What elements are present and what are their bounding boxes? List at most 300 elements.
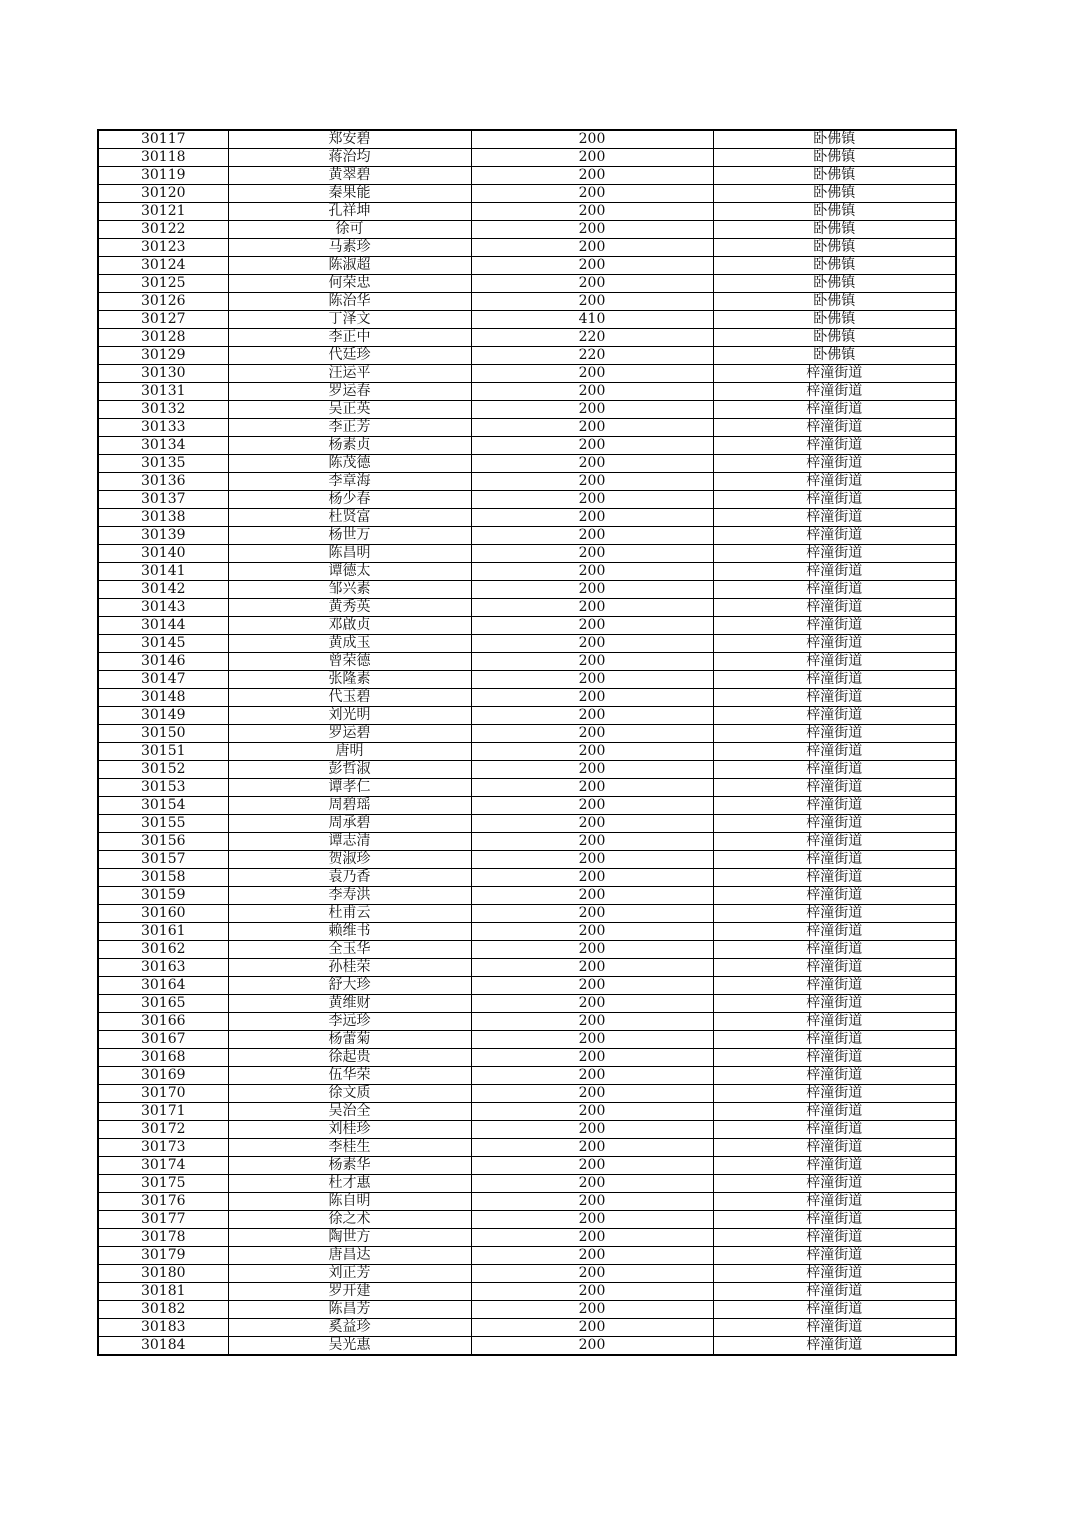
town-cell: 梓潼街道 — [713, 1049, 956, 1067]
name-cell: 杨素华 — [228, 1157, 471, 1175]
id-cell: 30157 — [98, 851, 228, 869]
table-row — [98, 149, 956, 167]
amount-cell: 200 — [471, 1283, 713, 1301]
name-cell: 罗运春 — [228, 383, 471, 401]
name-cell: 陈淑超 — [228, 257, 471, 275]
id-cell: 30169 — [98, 1067, 228, 1085]
town-cell: 梓潼街道 — [713, 383, 956, 401]
name-cell: 徐文质 — [228, 1085, 471, 1103]
amount-cell: 200 — [471, 239, 713, 257]
amount-cell: 200 — [471, 1301, 713, 1319]
id-cell: 30160 — [98, 905, 228, 923]
town-cell: 梓潼街道 — [713, 1211, 956, 1229]
name-cell: 吴正英 — [228, 401, 471, 419]
id-cell: 30145 — [98, 635, 228, 653]
town-cell: 梓潼街道 — [713, 815, 956, 833]
table-row — [98, 941, 956, 959]
id-cell: 30158 — [98, 869, 228, 887]
spreadsheet-page — [97, 129, 957, 1356]
town-cell: 卧佛镇 — [713, 293, 956, 311]
name-cell: 刘桂珍 — [228, 1121, 471, 1139]
town-cell: 梓潼街道 — [713, 527, 956, 545]
name-cell: 刘光明 — [228, 707, 471, 725]
name-cell: 张隆素 — [228, 671, 471, 689]
table-row — [98, 617, 956, 635]
name-cell: 周碧瑶 — [228, 797, 471, 815]
name-cell: 邓啟贞 — [228, 617, 471, 635]
name-cell: 李章海 — [228, 473, 471, 491]
table-row — [98, 509, 956, 527]
name-cell: 全玉华 — [228, 941, 471, 959]
id-cell: 30162 — [98, 941, 228, 959]
town-cell: 梓潼街道 — [713, 905, 956, 923]
town-cell: 梓潼街道 — [713, 689, 956, 707]
town-cell: 梓潼街道 — [713, 365, 956, 383]
town-cell: 梓潼街道 — [713, 455, 956, 473]
id-cell: 30156 — [98, 833, 228, 851]
id-cell: 30173 — [98, 1139, 228, 1157]
name-cell: 孔祥坤 — [228, 203, 471, 221]
name-cell: 曾荣德 — [228, 653, 471, 671]
id-cell: 30128 — [98, 329, 228, 347]
town-cell: 梓潼街道 — [713, 923, 956, 941]
table-row — [98, 545, 956, 563]
table-row — [98, 797, 956, 815]
amount-cell: 200 — [471, 149, 713, 167]
town-cell: 梓潼街道 — [713, 833, 956, 851]
table-row — [98, 1283, 956, 1301]
table-row — [98, 743, 956, 761]
amount-cell: 200 — [471, 689, 713, 707]
name-cell: 杜甫云 — [228, 905, 471, 923]
table-row — [98, 1229, 956, 1247]
table-row — [98, 257, 956, 275]
name-cell: 杨少春 — [228, 491, 471, 509]
amount-cell: 200 — [471, 905, 713, 923]
id-cell: 30179 — [98, 1247, 228, 1265]
town-cell: 梓潼街道 — [713, 797, 956, 815]
table-row — [98, 185, 956, 203]
amount-cell: 200 — [471, 599, 713, 617]
name-cell: 杨世万 — [228, 527, 471, 545]
amount-cell: 200 — [471, 743, 713, 761]
id-cell: 30122 — [98, 221, 228, 239]
town-cell: 梓潼街道 — [713, 617, 956, 635]
table-row — [98, 761, 956, 779]
town-cell: 卧佛镇 — [713, 257, 956, 275]
amount-cell: 200 — [471, 437, 713, 455]
town-cell: 梓潼街道 — [713, 725, 956, 743]
town-cell: 梓潼街道 — [713, 1301, 956, 1319]
table-row — [98, 1067, 956, 1085]
id-cell: 30132 — [98, 401, 228, 419]
name-cell: 刘正芳 — [228, 1265, 471, 1283]
name-cell: 舒大珍 — [228, 977, 471, 995]
amount-cell: 200 — [471, 869, 713, 887]
name-cell: 陶世方 — [228, 1229, 471, 1247]
table-row — [98, 563, 956, 581]
id-cell: 30172 — [98, 1121, 228, 1139]
id-cell: 30136 — [98, 473, 228, 491]
name-cell: 黄成玉 — [228, 635, 471, 653]
name-cell: 李桂生 — [228, 1139, 471, 1157]
table-row — [98, 239, 956, 257]
id-cell: 30170 — [98, 1085, 228, 1103]
id-cell: 30168 — [98, 1049, 228, 1067]
amount-cell: 200 — [471, 1049, 713, 1067]
id-cell: 30144 — [98, 617, 228, 635]
id-cell: 30183 — [98, 1319, 228, 1337]
table-row — [98, 130, 956, 149]
table-row — [98, 311, 956, 329]
town-cell: 梓潼街道 — [713, 1283, 956, 1301]
table-row — [98, 1175, 956, 1193]
table-row — [98, 329, 956, 347]
amount-cell: 200 — [471, 1085, 713, 1103]
amount-cell: 200 — [471, 1031, 713, 1049]
town-cell: 梓潼街道 — [713, 635, 956, 653]
id-cell: 30139 — [98, 527, 228, 545]
amount-cell: 200 — [471, 617, 713, 635]
town-cell: 梓潼街道 — [713, 1013, 956, 1031]
amount-cell: 200 — [471, 527, 713, 545]
amount-cell: 200 — [471, 653, 713, 671]
id-cell: 30142 — [98, 581, 228, 599]
town-cell: 卧佛镇 — [713, 167, 956, 185]
id-cell: 30150 — [98, 725, 228, 743]
table-row — [98, 1211, 956, 1229]
id-cell: 30184 — [98, 1337, 228, 1356]
amount-cell: 220 — [471, 347, 713, 365]
id-cell: 30164 — [98, 977, 228, 995]
id-cell: 30152 — [98, 761, 228, 779]
table-row — [98, 1031, 956, 1049]
name-cell: 彭哲淑 — [228, 761, 471, 779]
id-cell: 30174 — [98, 1157, 228, 1175]
name-cell: 蒋治均 — [228, 149, 471, 167]
amount-cell: 200 — [471, 419, 713, 437]
amount-cell: 200 — [471, 293, 713, 311]
name-cell: 袁乃香 — [228, 869, 471, 887]
id-cell: 30134 — [98, 437, 228, 455]
amount-cell: 200 — [471, 833, 713, 851]
town-cell: 梓潼街道 — [713, 437, 956, 455]
town-cell: 梓潼街道 — [713, 1337, 956, 1356]
name-cell: 丁泽文 — [228, 311, 471, 329]
name-cell: 杜贤富 — [228, 509, 471, 527]
name-cell: 孙桂荣 — [228, 959, 471, 977]
table-row — [98, 1265, 956, 1283]
amount-cell: 200 — [471, 203, 713, 221]
name-cell: 陈昌芳 — [228, 1301, 471, 1319]
id-cell: 30135 — [98, 455, 228, 473]
amount-cell: 200 — [471, 1139, 713, 1157]
table-row — [98, 725, 956, 743]
id-cell: 30155 — [98, 815, 228, 833]
amount-cell: 200 — [471, 365, 713, 383]
name-cell: 李正芳 — [228, 419, 471, 437]
id-cell: 30178 — [98, 1229, 228, 1247]
amount-cell: 200 — [471, 1319, 713, 1337]
name-cell: 奚益珍 — [228, 1319, 471, 1337]
amount-cell: 200 — [471, 851, 713, 869]
name-cell: 周承碧 — [228, 815, 471, 833]
table-row — [98, 1013, 956, 1031]
id-cell: 30167 — [98, 1031, 228, 1049]
name-cell: 黄维财 — [228, 995, 471, 1013]
table-row — [98, 293, 956, 311]
amount-cell: 200 — [471, 221, 713, 239]
amount-cell: 200 — [471, 1067, 713, 1085]
table-row — [98, 365, 956, 383]
town-cell: 梓潼街道 — [713, 707, 956, 725]
name-cell: 秦果能 — [228, 185, 471, 203]
table-body — [98, 130, 956, 1355]
id-cell: 30148 — [98, 689, 228, 707]
town-cell: 梓潼街道 — [713, 851, 956, 869]
table-row — [98, 815, 956, 833]
id-cell: 30159 — [98, 887, 228, 905]
amount-cell: 200 — [471, 130, 713, 149]
id-cell: 30153 — [98, 779, 228, 797]
name-cell: 徐可 — [228, 221, 471, 239]
id-cell: 30137 — [98, 491, 228, 509]
town-cell: 梓潼街道 — [713, 1175, 956, 1193]
town-cell: 梓潼街道 — [713, 1265, 956, 1283]
id-cell: 30161 — [98, 923, 228, 941]
amount-cell: 200 — [471, 941, 713, 959]
town-cell: 梓潼街道 — [713, 1085, 956, 1103]
name-cell: 李远珍 — [228, 1013, 471, 1031]
amount-cell: 200 — [471, 383, 713, 401]
id-cell: 30182 — [98, 1301, 228, 1319]
name-cell: 徐起贵 — [228, 1049, 471, 1067]
id-cell: 30146 — [98, 653, 228, 671]
town-cell: 梓潼街道 — [713, 419, 956, 437]
town-cell: 梓潼街道 — [713, 1067, 956, 1085]
table-row — [98, 707, 956, 725]
town-cell: 梓潼街道 — [713, 761, 956, 779]
name-cell: 吴光惠 — [228, 1337, 471, 1356]
table-row — [98, 383, 956, 401]
amount-cell: 200 — [471, 671, 713, 689]
amount-cell: 200 — [471, 563, 713, 581]
amount-cell: 220 — [471, 329, 713, 347]
amount-cell: 200 — [471, 1103, 713, 1121]
table-row — [98, 833, 956, 851]
table-row — [98, 347, 956, 365]
amount-cell: 200 — [471, 167, 713, 185]
amount-cell: 200 — [471, 1013, 713, 1031]
amount-cell: 200 — [471, 959, 713, 977]
id-cell: 30127 — [98, 311, 228, 329]
town-cell: 卧佛镇 — [713, 130, 956, 149]
table-row — [98, 1139, 956, 1157]
town-cell: 梓潼街道 — [713, 1121, 956, 1139]
town-cell: 梓潼街道 — [713, 995, 956, 1013]
table-row — [98, 995, 956, 1013]
amount-cell: 200 — [471, 1157, 713, 1175]
id-cell: 30130 — [98, 365, 228, 383]
table-row — [98, 779, 956, 797]
table-row — [98, 1049, 956, 1067]
town-cell: 梓潼街道 — [713, 653, 956, 671]
table-row — [98, 491, 956, 509]
amount-cell: 200 — [471, 707, 713, 725]
amount-cell: 200 — [471, 887, 713, 905]
amount-cell: 200 — [471, 1247, 713, 1265]
table-row — [98, 1337, 956, 1356]
id-cell: 30123 — [98, 239, 228, 257]
amount-cell: 200 — [471, 401, 713, 419]
data-table — [97, 129, 957, 1356]
name-cell: 杜才惠 — [228, 1175, 471, 1193]
table-row — [98, 419, 956, 437]
name-cell: 代廷珍 — [228, 347, 471, 365]
amount-cell: 200 — [471, 1121, 713, 1139]
table-row — [98, 1085, 956, 1103]
table-row — [98, 1157, 956, 1175]
amount-cell: 200 — [471, 509, 713, 527]
id-cell: 30151 — [98, 743, 228, 761]
town-cell: 梓潼街道 — [713, 1319, 956, 1337]
id-cell: 30149 — [98, 707, 228, 725]
name-cell: 赖维书 — [228, 923, 471, 941]
name-cell: 罗开建 — [228, 1283, 471, 1301]
amount-cell: 200 — [471, 581, 713, 599]
amount-cell: 200 — [471, 473, 713, 491]
table-row — [98, 1103, 956, 1121]
amount-cell: 410 — [471, 311, 713, 329]
town-cell: 梓潼街道 — [713, 959, 956, 977]
name-cell: 杨素贞 — [228, 437, 471, 455]
town-cell: 梓潼街道 — [713, 1193, 956, 1211]
name-cell: 吴治全 — [228, 1103, 471, 1121]
amount-cell: 200 — [471, 797, 713, 815]
id-cell: 30171 — [98, 1103, 228, 1121]
id-cell: 30125 — [98, 275, 228, 293]
id-cell: 30176 — [98, 1193, 228, 1211]
amount-cell: 200 — [471, 185, 713, 203]
name-cell: 陈昌明 — [228, 545, 471, 563]
town-cell: 梓潼街道 — [713, 581, 956, 599]
table-row — [98, 689, 956, 707]
name-cell: 李正中 — [228, 329, 471, 347]
table-row — [98, 275, 956, 293]
table-row — [98, 671, 956, 689]
id-cell: 30124 — [98, 257, 228, 275]
town-cell: 梓潼街道 — [713, 563, 956, 581]
town-cell: 卧佛镇 — [713, 329, 956, 347]
name-cell: 李寿洪 — [228, 887, 471, 905]
table-row — [98, 905, 956, 923]
name-cell: 伍华荣 — [228, 1067, 471, 1085]
amount-cell: 200 — [471, 977, 713, 995]
table-row — [98, 977, 956, 995]
amount-cell: 200 — [471, 923, 713, 941]
amount-cell: 200 — [471, 995, 713, 1013]
id-cell: 30180 — [98, 1265, 228, 1283]
table-row — [98, 887, 956, 905]
name-cell: 杨蕾菊 — [228, 1031, 471, 1049]
id-cell: 30181 — [98, 1283, 228, 1301]
name-cell: 黄秀英 — [228, 599, 471, 617]
amount-cell: 200 — [471, 1211, 713, 1229]
town-cell: 梓潼街道 — [713, 545, 956, 563]
id-cell: 30165 — [98, 995, 228, 1013]
town-cell: 梓潼街道 — [713, 779, 956, 797]
town-cell: 梓潼街道 — [713, 401, 956, 419]
amount-cell: 200 — [471, 1265, 713, 1283]
id-cell: 30154 — [98, 797, 228, 815]
id-cell: 30121 — [98, 203, 228, 221]
id-cell: 30175 — [98, 1175, 228, 1193]
name-cell: 谭德太 — [228, 563, 471, 581]
town-cell: 梓潼街道 — [713, 1157, 956, 1175]
id-cell: 30163 — [98, 959, 228, 977]
town-cell: 梓潼街道 — [713, 509, 956, 527]
name-cell: 唐明 — [228, 743, 471, 761]
name-cell: 陈茂德 — [228, 455, 471, 473]
amount-cell: 200 — [471, 815, 713, 833]
town-cell: 梓潼街道 — [713, 941, 956, 959]
id-cell: 30126 — [98, 293, 228, 311]
table-row — [98, 653, 956, 671]
table-row — [98, 1301, 956, 1319]
town-cell: 梓潼街道 — [713, 1139, 956, 1157]
amount-cell: 200 — [471, 1229, 713, 1247]
name-cell: 邹兴素 — [228, 581, 471, 599]
amount-cell: 200 — [471, 725, 713, 743]
table-row — [98, 923, 956, 941]
town-cell: 梓潼街道 — [713, 491, 956, 509]
table-row — [98, 527, 956, 545]
amount-cell: 200 — [471, 257, 713, 275]
town-cell: 梓潼街道 — [713, 671, 956, 689]
town-cell: 卧佛镇 — [713, 185, 956, 203]
name-cell: 陈自明 — [228, 1193, 471, 1211]
table-row — [98, 635, 956, 653]
table-row — [98, 599, 956, 617]
amount-cell: 200 — [471, 761, 713, 779]
town-cell: 梓潼街道 — [713, 1031, 956, 1049]
town-cell: 梓潼街道 — [713, 743, 956, 761]
id-cell: 30166 — [98, 1013, 228, 1031]
name-cell: 唐昌达 — [228, 1247, 471, 1265]
name-cell: 汪运平 — [228, 365, 471, 383]
town-cell: 卧佛镇 — [713, 239, 956, 257]
id-cell: 30138 — [98, 509, 228, 527]
table-row — [98, 1193, 956, 1211]
town-cell: 卧佛镇 — [713, 311, 956, 329]
town-cell: 梓潼街道 — [713, 1229, 956, 1247]
name-cell: 陈治华 — [228, 293, 471, 311]
id-cell: 30133 — [98, 419, 228, 437]
town-cell: 梓潼街道 — [713, 977, 956, 995]
table-row — [98, 581, 956, 599]
table-row — [98, 959, 956, 977]
amount-cell: 200 — [471, 455, 713, 473]
table-row — [98, 1319, 956, 1337]
name-cell: 马素珍 — [228, 239, 471, 257]
town-cell: 卧佛镇 — [713, 203, 956, 221]
id-cell: 30118 — [98, 149, 228, 167]
table-row — [98, 401, 956, 419]
amount-cell: 200 — [471, 545, 713, 563]
id-cell: 30129 — [98, 347, 228, 365]
table-row — [98, 1121, 956, 1139]
amount-cell: 200 — [471, 1193, 713, 1211]
